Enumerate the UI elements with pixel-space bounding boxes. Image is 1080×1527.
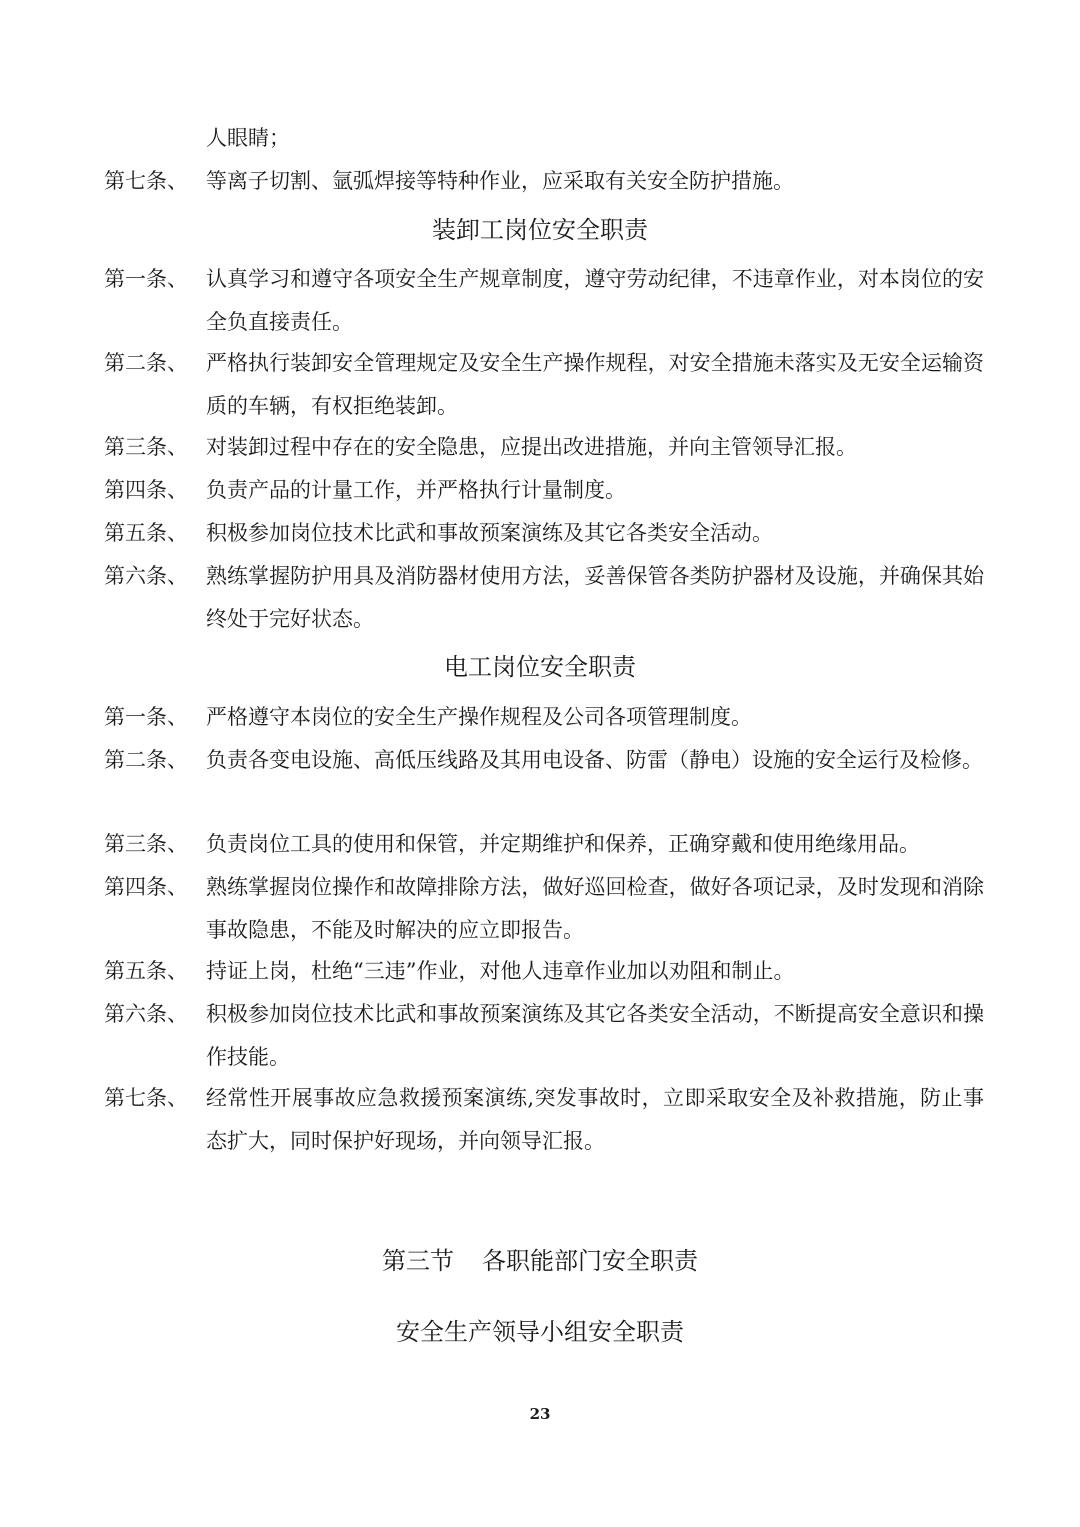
article-number: 第一条、	[104, 705, 188, 729]
article-text: 熟练掌握防护用具及消防器材使用方法，妥善保管各类防护器材及设施，并确保其始终处于完好状态。	[206, 564, 984, 631]
article-number: 第六条、	[104, 1002, 188, 1026]
electrician-article-3	[104, 823, 984, 866]
article-number: 第三条、	[104, 435, 188, 459]
loader-article-3	[104, 426, 984, 469]
article-text: 严格遵守本岗位的安全生产操作规程及公司各项管理制度。	[206, 705, 752, 729]
article-text: 认真学习和遵守各项安全生产规章制度，遵守劳动纪律，不违章作业，对本岗位的安全负直接责任。	[206, 267, 984, 334]
article-number: 第五条、	[104, 959, 188, 983]
article-number: 第四条、	[104, 478, 188, 502]
article-text: 积极参加岗位技术比武和事故预案演练及其它各类安全活动，不断提高安全意识和操作技能。	[206, 1002, 984, 1069]
electrician-article-1	[104, 696, 984, 739]
article-number: 第六条、	[104, 564, 188, 588]
loader-article-6	[104, 555, 984, 641]
article-text: 经常性开展事故应急救援预案演练,突发事故时，立即采取安全及补救措施，防止事态扩大，同时保护好现场，并向领导汇报。	[206, 1086, 984, 1153]
page-number: 23	[529, 1405, 551, 1423]
loader-article-2	[104, 342, 984, 428]
electrician-article-5	[104, 950, 984, 993]
electrician-article-7	[104, 1077, 984, 1163]
article-number: 第七条、	[104, 169, 188, 193]
article-number: 第四条、	[104, 875, 188, 899]
article-text: 积极参加岗位技术比武和事故预案演练及其它各类安全活动。	[206, 521, 773, 545]
electrician-article-6	[104, 993, 984, 1079]
article-text: 负责产品的计量工作，并严格执行计量制度。	[206, 478, 626, 502]
article-text: 负责岗位工具的使用和保管，并定期维护和保养，正确穿戴和使用绝缘用品。	[206, 832, 920, 856]
article-text: 严格执行装卸安全管理规定及安全生产操作规程，对安全措施未落实及无安全运输资质的车辆，有权拒绝装卸。	[206, 351, 984, 418]
electrician-section-title: 电工岗位安全职责	[444, 653, 636, 681]
loader-article-4	[104, 469, 984, 512]
section-3-heading	[0, 1241, 1080, 1281]
loader-article-5	[104, 512, 984, 555]
leadership-section-title: 安全生产领导小组安全职责	[396, 1318, 684, 1346]
loader-section-title: 装卸工岗位安全职责	[432, 216, 648, 244]
electrician-article-4	[104, 866, 984, 952]
article-number: 第二条、	[104, 748, 188, 772]
welder-article-7	[104, 160, 984, 203]
electrician-article-2	[104, 739, 984, 782]
article-text: 持证上岗，杜绝“三违”作业，对他人违章作业加以劝阻和制止。	[206, 959, 795, 983]
article-number: 第五条、	[104, 521, 188, 545]
article-text: 负责各变电设施、高低压线路及其用电设备、防雷（静电）设施的安全运行及检修。	[206, 748, 983, 772]
article-number: 第一条、	[104, 267, 188, 291]
article-text: 熟练掌握岗位操作和故障排除方法，做好巡回检查，做好各项记录，及时发现和消除事故隐患，不能及时解决的应立即报告。	[206, 875, 984, 942]
article-number: 第七条、	[104, 1086, 188, 1110]
section-title: 各职能部门安全职责	[482, 1247, 698, 1275]
article-number: 第二条、	[104, 351, 188, 375]
continuation-text: 人眼睛；	[206, 126, 290, 150]
article-number: 第三条、	[104, 832, 188, 856]
section-label: 第三节	[382, 1247, 454, 1275]
article-text: 等离子切割、氩弧焊接等特种作业，应采取有关安全防护措施。	[206, 169, 794, 193]
article-text: 对装卸过程中存在的安全隐患，应提出改进措施，并向主管领导汇报。	[206, 435, 857, 459]
loader-article-1	[104, 258, 984, 344]
